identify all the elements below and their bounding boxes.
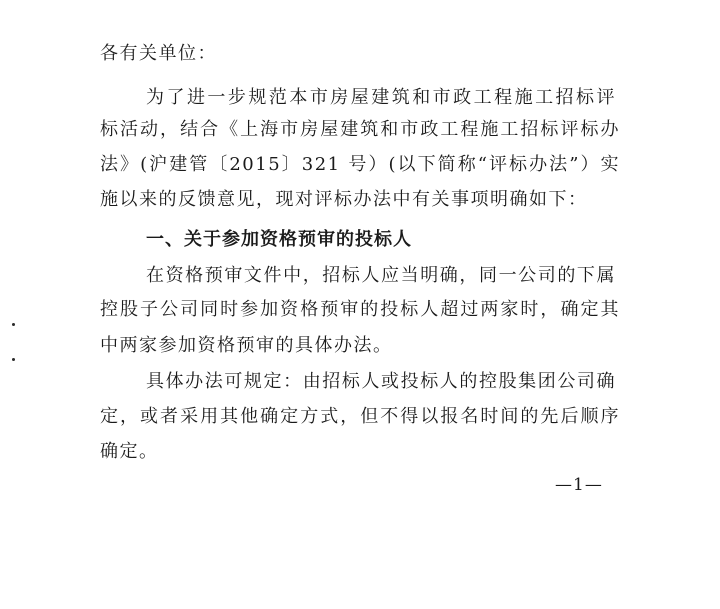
scan-speck [12,323,15,326]
section-1-paragraph-2-line-3: 确定。 [100,441,159,462]
paragraph-1-line-1: 为了进一步规范本市房屋建筑和市政工程施工招标评 [146,87,616,108]
paragraph-1-line-4: 施以来的反馈意见，现对评标办法中有关事项明确如下： [100,189,588,210]
section-1-paragraph-1-line-1: 在资格预审文件中，招标人应当明确，同一公司的下属 [146,265,616,286]
section-1-heading: 一、关于参加资格预审的投标人 [146,229,412,250]
scan-speck [12,358,15,361]
paragraph-1-line-3: 法》(沪建管〔2015〕321 号）(以下简称“评标办法”）实 [100,154,620,175]
paragraph-1-line-2: 标活动，结合《上海市房屋建筑和市政工程施工招标评标办 [100,119,620,140]
page-number: —1— [555,475,603,495]
section-1-paragraph-2-line-2: 定，或者采用其他确定方式，但不得以报名时间的先后顺序 [100,406,620,427]
section-1-paragraph-1-line-2: 控股子公司同时参加资格预审的投标人超过两家时，确定其 [100,299,620,320]
salutation: 各有关单位： [100,43,217,64]
section-1-paragraph-2-line-1: 具体办法可规定：由招标人或投标人的控股集团公司确 [146,371,616,392]
section-1-paragraph-1-line-3: 中两家参加资格预审的具体办法。 [100,335,393,356]
